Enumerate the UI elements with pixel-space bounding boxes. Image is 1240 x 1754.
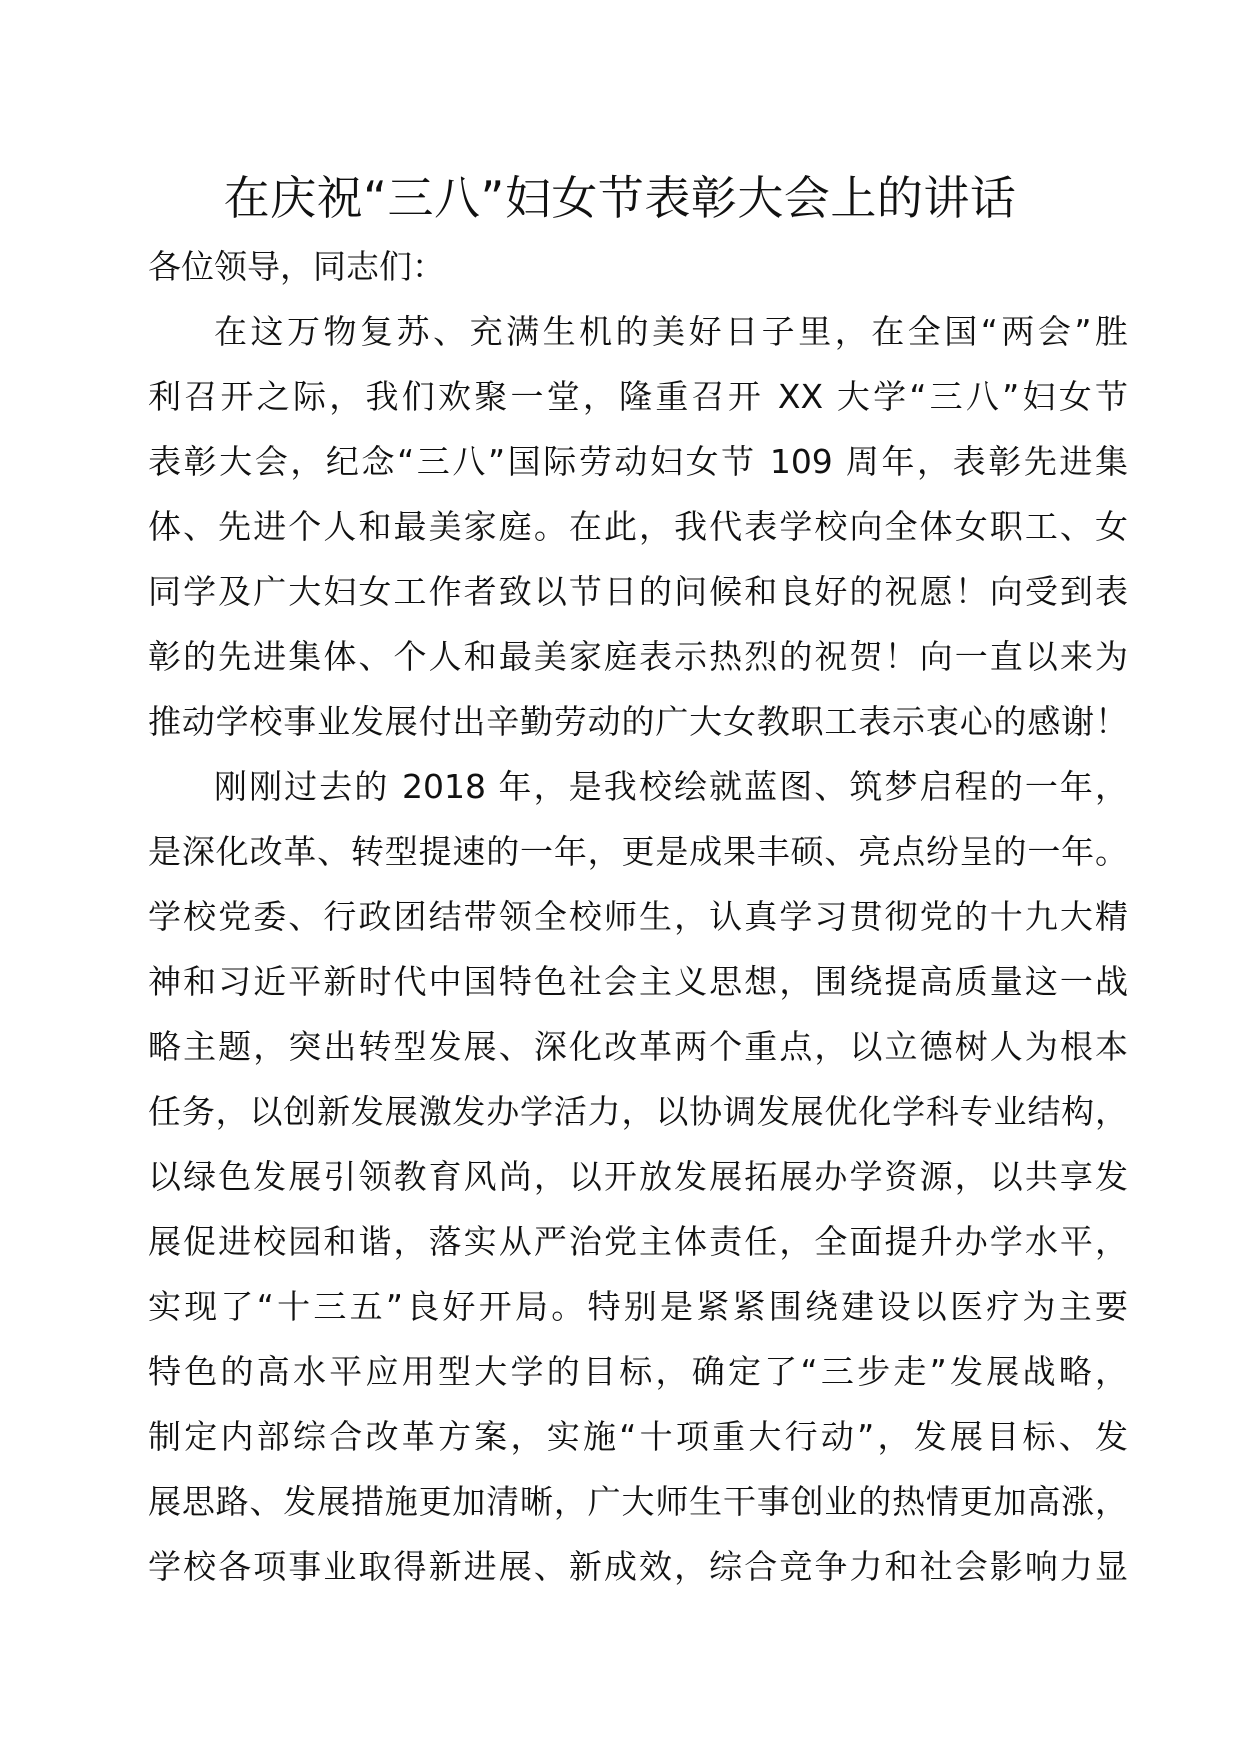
paragraph-line: 展思路、发展措施更加清晰，广大师生干事创业的热情更加高涨， <box>148 1482 1128 1521</box>
paragraph-line: 神和习近平新时代中国特色社会主义思想，围绕提高质量这一战 <box>148 962 1128 1001</box>
paragraph-line: 特色的高水平应用型大学的目标，确定了“三步走”发展战略， <box>148 1352 1128 1391</box>
paragraph-line: 展促进校园和谐，落实从严治党主体责任，全面提升办学水平， <box>148 1222 1128 1261</box>
paragraph-line: 在这万物复苏、充满生机的美好日子里，在全国“两会”胜 <box>214 312 1128 351</box>
paragraph-line: 实现了“十三五”良好开局。特别是紧紧围绕建设以医疗为主要 <box>148 1287 1128 1326</box>
paragraph-line: 利召开之际，我们欢聚一堂，隆重召开 XX 大学“三八”妇女节 <box>148 377 1128 416</box>
paragraph-line: 是深化改革、转型提速的一年，更是成果丰硕、亮点纷呈的一年。 <box>148 832 1128 871</box>
paragraph-line: 任务，以创新发展激发办学活力，以协调发展优化学科专业结构， <box>148 1092 1128 1131</box>
paragraph-line: 刚刚过去的 2018 年，是我校绘就蓝图、筑梦启程的一年， <box>214 767 1128 806</box>
paragraph-line: 学校党委、行政团结带领全校师生，认真学习贯彻党的十九大精 <box>148 897 1128 936</box>
document-body <box>148 234 1128 1599</box>
salutation: 各位领导，同志们： <box>148 247 445 286</box>
paragraph-line: 以绿色发展引领教育风尚，以开放发展拓展办学资源，以共享发 <box>148 1157 1128 1196</box>
paragraph-line: 制定内部综合改革方案，实施“十项重大行动”，发展目标、发 <box>148 1417 1128 1456</box>
paragraph-line: 表彰大会，纪念“三八”国际劳动妇女节 109 周年，表彰先进集 <box>148 442 1128 481</box>
paragraph-line: 学校各项事业取得新进展、新成效，综合竞争力和社会影响力显 <box>148 1547 1128 1586</box>
paragraph-line: 推动学校事业发展付出辛勤劳动的广大女教职工表示衷心的感谢！ <box>148 702 1128 741</box>
paragraph-line: 同学及广大妇女工作者致以节日的问候和良好的祝愿！向受到表 <box>148 572 1128 611</box>
paragraph-line: 体、先进个人和最美家庭。在此，我代表学校向全体女职工、女 <box>148 507 1128 546</box>
document-title: 在庆祝“三八”妇女节表彰大会上的讲话 <box>223 171 1017 225</box>
paragraph-line: 略主题，突出转型发展、深化改革两个重点，以立德树人为根本 <box>148 1027 1128 1066</box>
paragraph-line: 彰的先进集体、个人和最美家庭表示热烈的祝贺！向一直以来为 <box>148 637 1128 676</box>
